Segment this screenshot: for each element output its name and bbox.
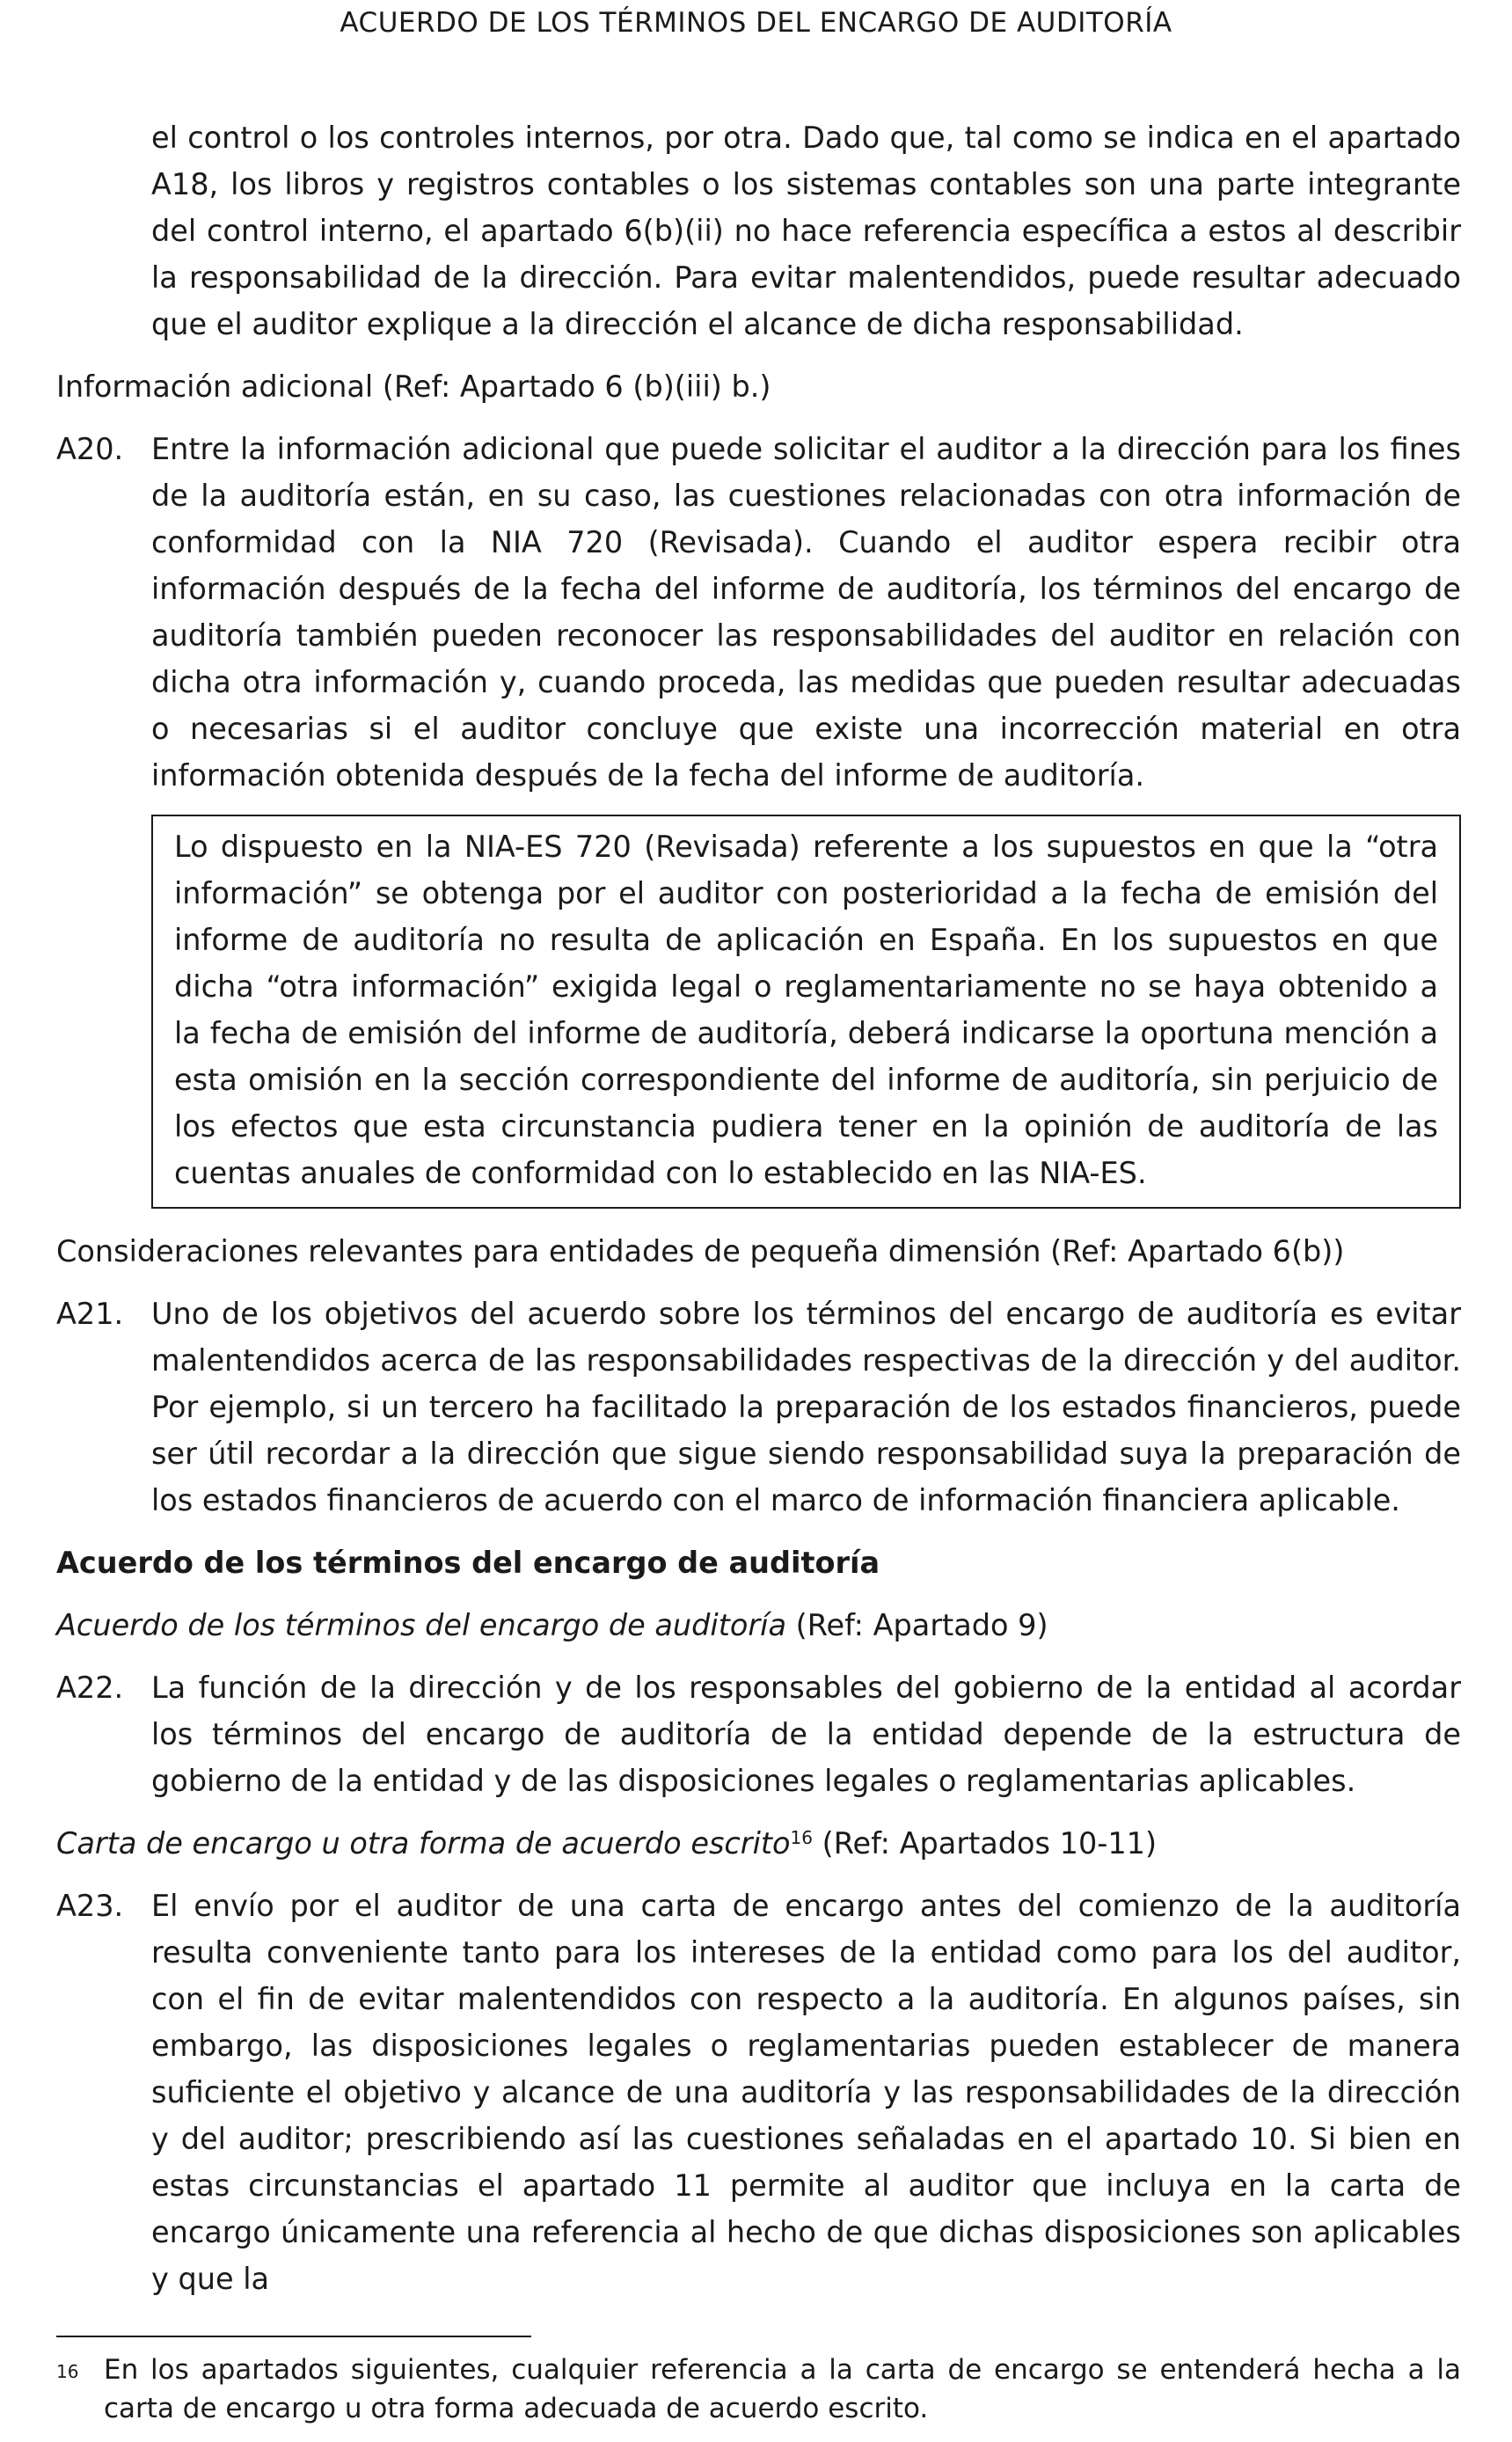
paragraph-number: A23. (56, 1889, 124, 1923)
subheading-italic: Carta de encargo u otra forma de acuerdo escrito (56, 1826, 791, 1861)
paragraph-text: Entre la información adicional que puede solicitar el auditor a la dirección para los fines de la auditoría están, en su caso, las cuestiones relacionadas con otra información de conformidad con la NIA 720 (Revisada). Cuando el auditor espera recibir otra información después de la fecha del informe de auditoría, los términos del encargo de auditoría también pueden reconocer las responsabilidades del auditor en relación con dicha otra información y, cuando proceda, las medidas que pueden resultar adecuadas o necesarias si el auditor concluye que existe una incorrección material en otra información obtenida después de la fecha del informe de auditoría. (151, 432, 1461, 793)
footnote-number: 16 (56, 2361, 79, 2382)
paragraph-text: El envío por el auditor de una carta de encargo antes del comienzo de la auditoría resulta conveniente tanto para los intereses de la entidad como para los del auditor, con el fin de evitar malentendidos con respecto a la auditoría. En algunos países, sin embargo, las disposiciones legales o reglamentarias pueden establecer de manera suficiente el objetivo y alcance de una auditoría y las responsabilidades de la dirección y del auditor; prescribiendo así las cuestiones señaladas en el apartado 10. Si bien en estas circunstancias el apartado 11 permite al auditor que incluya en la carta de encargo únicamente una referencia al hecho de que dichas disposiciones son aplicables y que la (151, 1889, 1461, 2296)
footnote-divider (56, 2336, 531, 2337)
continuation-paragraph: el control o los controles internos, por otra. Dado que, tal como se indica en el apartado A18, los libros y registros contables o los sistemas contables son una parte integrante del control interno, el apartado 6(b)(ii) no hace referencia específica a estos al describir la responsabilidad de la dirección. Para evitar malentendidos, puede resultar adecuado que el auditor explique a la dirección el alcance de dicha responsabilidad. (151, 121, 1461, 341)
subheading-ref: (Ref: Apartado 9) (785, 1608, 1048, 1642)
footnote (56, 2351, 1461, 2428)
document-body (56, 114, 1461, 2318)
spain-note-box: Lo dispuesto en la NIA-ES 720 (Revisada) referente a los supuestos en que la “otra información” se obtenga por el auditor con posterioridad a la fecha de emisión del informe de auditoría no resulta de aplicación en España. En los supuestos en que dicha “otra información” exigida legal o reglamentariamente no se haya obtenido a la fecha de emisión del informe de auditoría, deberá indicarse la oportuna mención a esta omisión en la sección correspondiente del informe de auditoría, sin perjuicio de los efectos que esta circunstancia pudiera tener en la opinión de auditoría de las cuentas anuales de conformidad con lo establecido en las NIA-ES. (151, 815, 1461, 1209)
subheading-ref: (Ref: Apartados 10-11) (812, 1826, 1158, 1861)
paragraph-a22 (56, 1664, 1461, 1804)
subheading-italic: Acuerdo de los términos del encargo de auditoría (56, 1608, 786, 1642)
subheading-additional-info: Información adicional (Ref: Apartado 6 (b)(iii) b.) (56, 369, 771, 404)
section-title: Acuerdo de los términos del encargo de auditoría (56, 1546, 880, 1580)
paragraph-number: A22. (56, 1671, 124, 1705)
subheading-small-entities: Consideraciones relevantes para entidades de pequeña dimensión (Ref: Apartado 6(b)) (56, 1234, 1345, 1269)
paragraph-number: A21. (56, 1297, 124, 1331)
paragraph-number: A20. (56, 432, 124, 466)
subheading-agreement (56, 1602, 1461, 1649)
subheading-engagement-letter (56, 1820, 1461, 1867)
paragraph-text: La función de la dirección y de los responsables del gobierno de la entidad al acordar los términos del encargo de auditoría de la entidad depende de la estructura de gobierno de la entidad y de las disposiciones legales o reglamentarias aplicables. (151, 1671, 1461, 1798)
paragraph-a21 (56, 1290, 1461, 1524)
footnote-reference[interactable]: 16 (790, 1827, 813, 1848)
footnote-text: En los apartados siguientes, cualquier referencia a la carta de encargo se entenderá hecha a la carta de encargo u otra forma adecuada de acuerdo escrito. (104, 2354, 1461, 2424)
paragraph-a20 (56, 426, 1461, 799)
paragraph-text: Uno de los objetivos del acuerdo sobre los términos del encargo de auditoría es evitar malentendidos acerca de las responsabilidades respectivas de la dirección y del auditor. Por ejemplo, si un tercero ha facilitado la preparación de los estados financieros, puede ser útil recordar a la dirección que sigue siendo responsabilidad suya la preparación de los estados financieros de acuerdo con el marco de información financiera aplicable. (151, 1297, 1461, 1517)
running-header: ACUERDO DE LOS TÉRMINOS DEL ENCARGO DE AUDITORÍA (340, 7, 1172, 39)
paragraph-a23 (56, 1883, 1461, 2302)
